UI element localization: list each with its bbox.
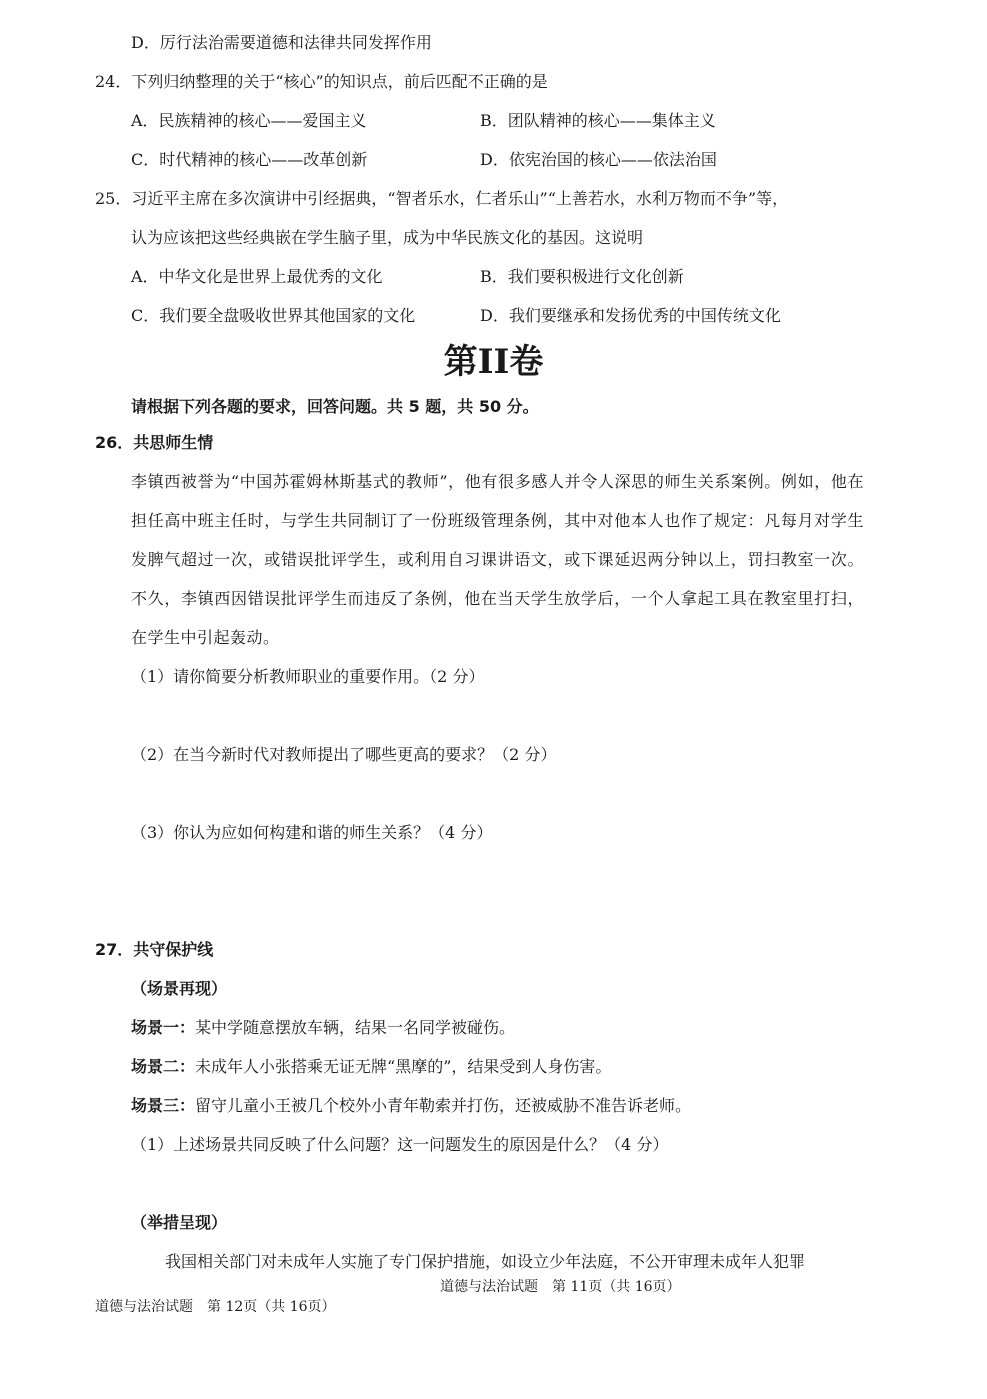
- scene2-text: 未成年人小张搭乘无证无牌“黑摩的”，结果受到人身伤害。: [195, 1057, 612, 1076]
- q24-option-b: B．团队精神的核心——集体主义: [480, 111, 716, 130]
- q24-option-d: D．依宪治国的核心——依法治国: [480, 150, 717, 169]
- q26-passage: 李镇西被誉为“中国苏霍姆林斯基式的教师”，他有很多感人并令人深思的师生关系案例。例如，他在担任高中班主任时，与学生共同制订了一份班级管理条例，其中对他本人也作了规定：凡每月对学生发脾气超过一次，或错误批评学生，或利用自习课讲语文，或下课延迟两分钟以上，罚扫教室一次。不久，李镇西因错误批评学生而违反了条例，他在当天学生放学后，一个人拿起工具在教室里打扫，在学生中引起轰动。: [131, 472, 864, 647]
- q25-option-b: B．我们要积极进行文化创新: [480, 267, 684, 286]
- q27-scene2: [131, 1056, 611, 1078]
- q26-heading: 26．共思师生情: [95, 433, 214, 452]
- scene3-label: 场景三：: [131, 1096, 196, 1115]
- footer-page-left: 道德与法治试题 第 12页（共 16页）: [95, 1299, 336, 1315]
- q27-measure-title: （举措呈现）: [131, 1213, 228, 1232]
- q27-scene-title: （场景再现）: [131, 979, 228, 998]
- q25-option-d: D．我们要继承和发扬优秀的中国传统文化: [480, 306, 781, 325]
- scene1-text: 某中学随意摆放车辆，结果一名同学被碰伤。: [195, 1018, 516, 1037]
- q23-option-d: D．厉行法治需要道德和法律共同发挥作用: [131, 33, 432, 52]
- q24-stem: 24．下列归纳整理的关于“核心”的知识点，前后匹配不正确的是: [95, 72, 548, 91]
- q27-sub1: （1）上述场景共同反映了什么问题？这一问题发生的原因是什么？（4 分）: [131, 1135, 669, 1154]
- scene3-text: 留守儿童小王被几个校外小青年勒索并打伤，还被威胁不准告诉老师。: [195, 1096, 692, 1115]
- scene2-label: 场景二：: [131, 1057, 196, 1076]
- q27-heading: 27．共守保护线: [95, 940, 214, 959]
- q26-sub2: （2）在当今新时代对教师提出了哪些更高的要求？（2 分）: [131, 745, 557, 764]
- q26-sub3: （3）你认为应如何构建和谐的师生关系？（4 分）: [131, 823, 493, 842]
- section-title: 第II卷: [443, 342, 544, 382]
- q25-option-c: C．我们要全盘吸收世界其他国家的文化: [131, 306, 416, 325]
- q26-sub1: （1）请你简要分析教师职业的重要作用。（2 分）: [131, 667, 485, 686]
- q27-scene3: [131, 1095, 691, 1117]
- scene1-label: 场景一：: [131, 1018, 196, 1037]
- q25-option-a: A．中华文化是世界上最优秀的文化: [131, 267, 383, 286]
- footer-page-right: 道德与法治试题 第 11页（共 16页）: [440, 1279, 681, 1295]
- q24-option-a: A．民族精神的核心——爱国主义: [131, 111, 367, 130]
- q27-measure-text: 我国相关部门对未成年人实施了专门保护措施，如设立少年法庭，不公开审理未成年人犯罪: [165, 1252, 806, 1271]
- q24-option-c: C．时代精神的核心——改革创新: [131, 150, 368, 169]
- section-instruction: 请根据下列各题的要求，回答问题。共 5 题，共 50 分。: [131, 397, 539, 416]
- q25-stem-line1: 25．习近平主席在多次演讲中引经据典，“智者乐水，仁者乐山”“上善若水，水利万物而不争”等，: [95, 189, 789, 208]
- q25-stem-line2: 认为应该把这些经典嵌在学生脑子里，成为中华民族文化的基因。这说明: [131, 228, 644, 247]
- q27-scene1: [131, 1017, 515, 1039]
